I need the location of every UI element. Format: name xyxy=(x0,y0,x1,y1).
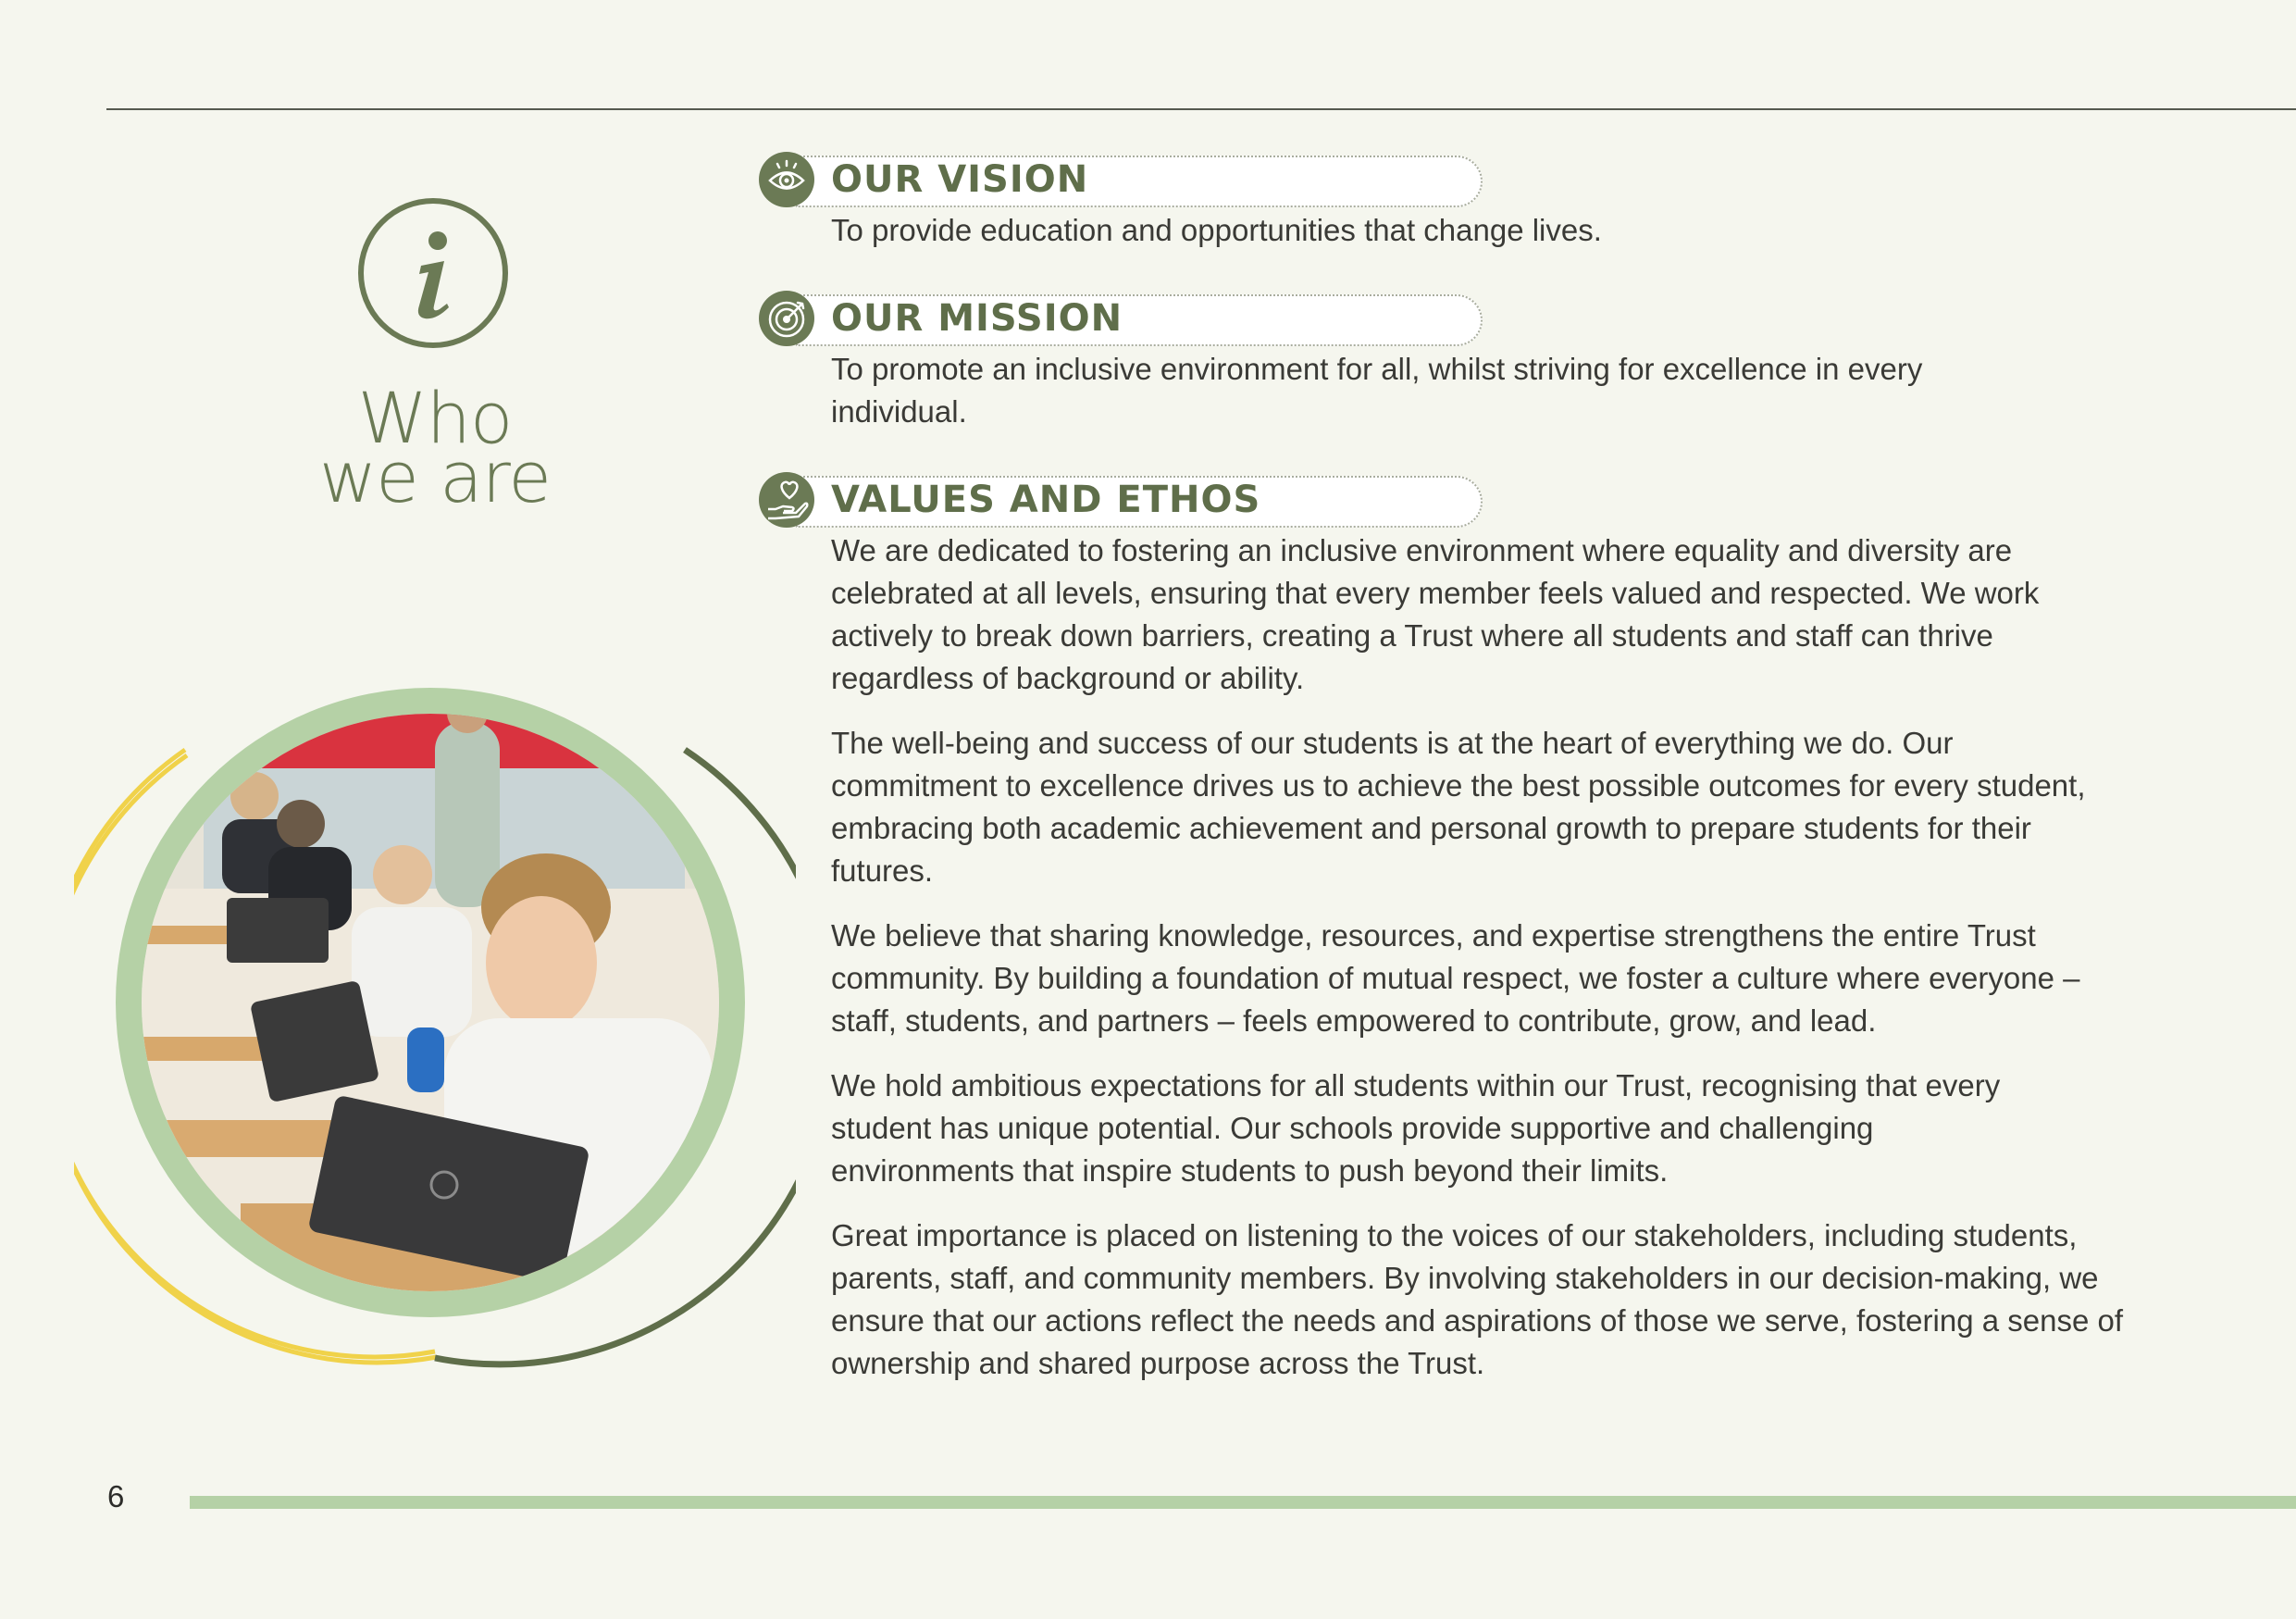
content-column xyxy=(759,148,2147,1407)
title-line-2: we are xyxy=(319,436,551,518)
mission-title: OUR MISSION xyxy=(831,297,1123,340)
values-paragraph-5: Great importance is placed on listening to the voices of our stakeholders, including students, parents, staff, and community members. By involving stakeholders in our decision-making, we ensure that our actions reflect the needs and aspirations of those we serve, fostering a sense of ownership and shared purpose across the Trust. xyxy=(831,1218,2123,1380)
heart-hand-icon xyxy=(759,472,814,528)
eye-icon xyxy=(759,152,814,207)
classroom-photo xyxy=(74,685,796,1370)
info-icon xyxy=(356,196,510,350)
mission-header xyxy=(759,287,2147,346)
title-line-1: Who xyxy=(357,377,513,459)
classroom-photo-graphic xyxy=(74,685,796,1370)
vision-title: OUR VISION xyxy=(831,158,1089,201)
vision-section xyxy=(759,148,2147,252)
values-paragraph-1: We are dedicated to fostering an inclusive environment where equality and diversity are celebrated at all levels, ensuring that every member feels valued and respected. We work actively to break down barriers, creating a Trust where all students and staff can thrive regardless of background or ability. xyxy=(831,533,2040,695)
vision-header xyxy=(759,148,2147,207)
vision-text: To provide education and opportunities that change lives. xyxy=(831,213,1602,247)
mission-text: To promote an inclusive environment for all, whilst striving for excellence in every individual. xyxy=(831,352,1923,429)
mission-section xyxy=(759,287,2147,433)
values-paragraph-3: We believe that sharing knowledge, resources, and expertise strengthens the entire Trust community. By building a foundation of mutual respect, we foster a culture where everyone – staff, students, and partners – feels empowered to contribute, grow, and lead. xyxy=(831,918,2080,1038)
values-paragraph-4: We hold ambitious expectations for all students within our Trust, recognising that every student has unique potential. Our schools provide supportive and challenging environments that inspire students to push beyond their limits. xyxy=(831,1068,2001,1188)
values-section xyxy=(759,468,2147,1385)
values-header xyxy=(759,468,2147,528)
page-title xyxy=(278,377,592,518)
left-column xyxy=(0,0,740,1619)
footer-bar xyxy=(190,1496,2296,1509)
values-paragraph-2: The well-being and success of our students is at the heart of everything we do. Our commitment to excellence drives us to achieve the best possible outcomes for every student, embracing both academic achievement and personal growth to prepare students for their futures. xyxy=(831,726,2086,888)
values-title: VALUES AND ETHOS xyxy=(831,479,1261,521)
target-icon xyxy=(759,291,814,346)
page-number: 6 xyxy=(107,1479,125,1513)
